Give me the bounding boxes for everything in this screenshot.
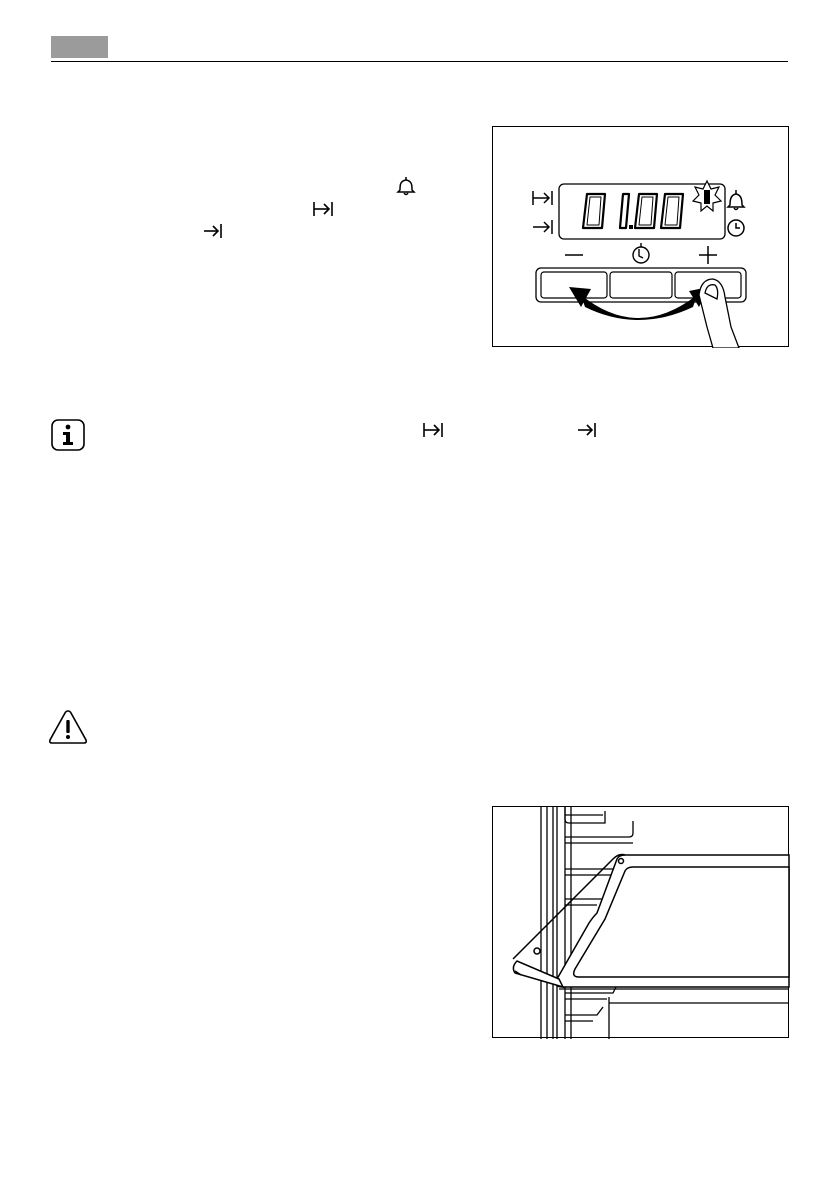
duration-icon xyxy=(422,421,444,439)
header-rule xyxy=(51,61,788,62)
wire-rack xyxy=(559,983,789,1039)
end-time-icon xyxy=(577,421,597,439)
header-tab xyxy=(51,36,108,58)
display-figure xyxy=(492,126,789,347)
warning-icon xyxy=(47,708,89,746)
clock-icon xyxy=(728,220,744,236)
oven-tray-figure xyxy=(492,806,789,1038)
plus-icon xyxy=(699,246,717,264)
end-time-icon xyxy=(203,222,223,240)
bell-icon xyxy=(728,190,744,210)
end-time-icon xyxy=(533,220,552,234)
baking-tray xyxy=(513,855,789,988)
clock-button xyxy=(610,272,672,298)
clock-icon xyxy=(633,243,649,263)
duration-icon xyxy=(312,200,334,218)
info-icon xyxy=(50,418,86,452)
bell-icon xyxy=(396,175,416,197)
duration-icon xyxy=(533,191,552,205)
